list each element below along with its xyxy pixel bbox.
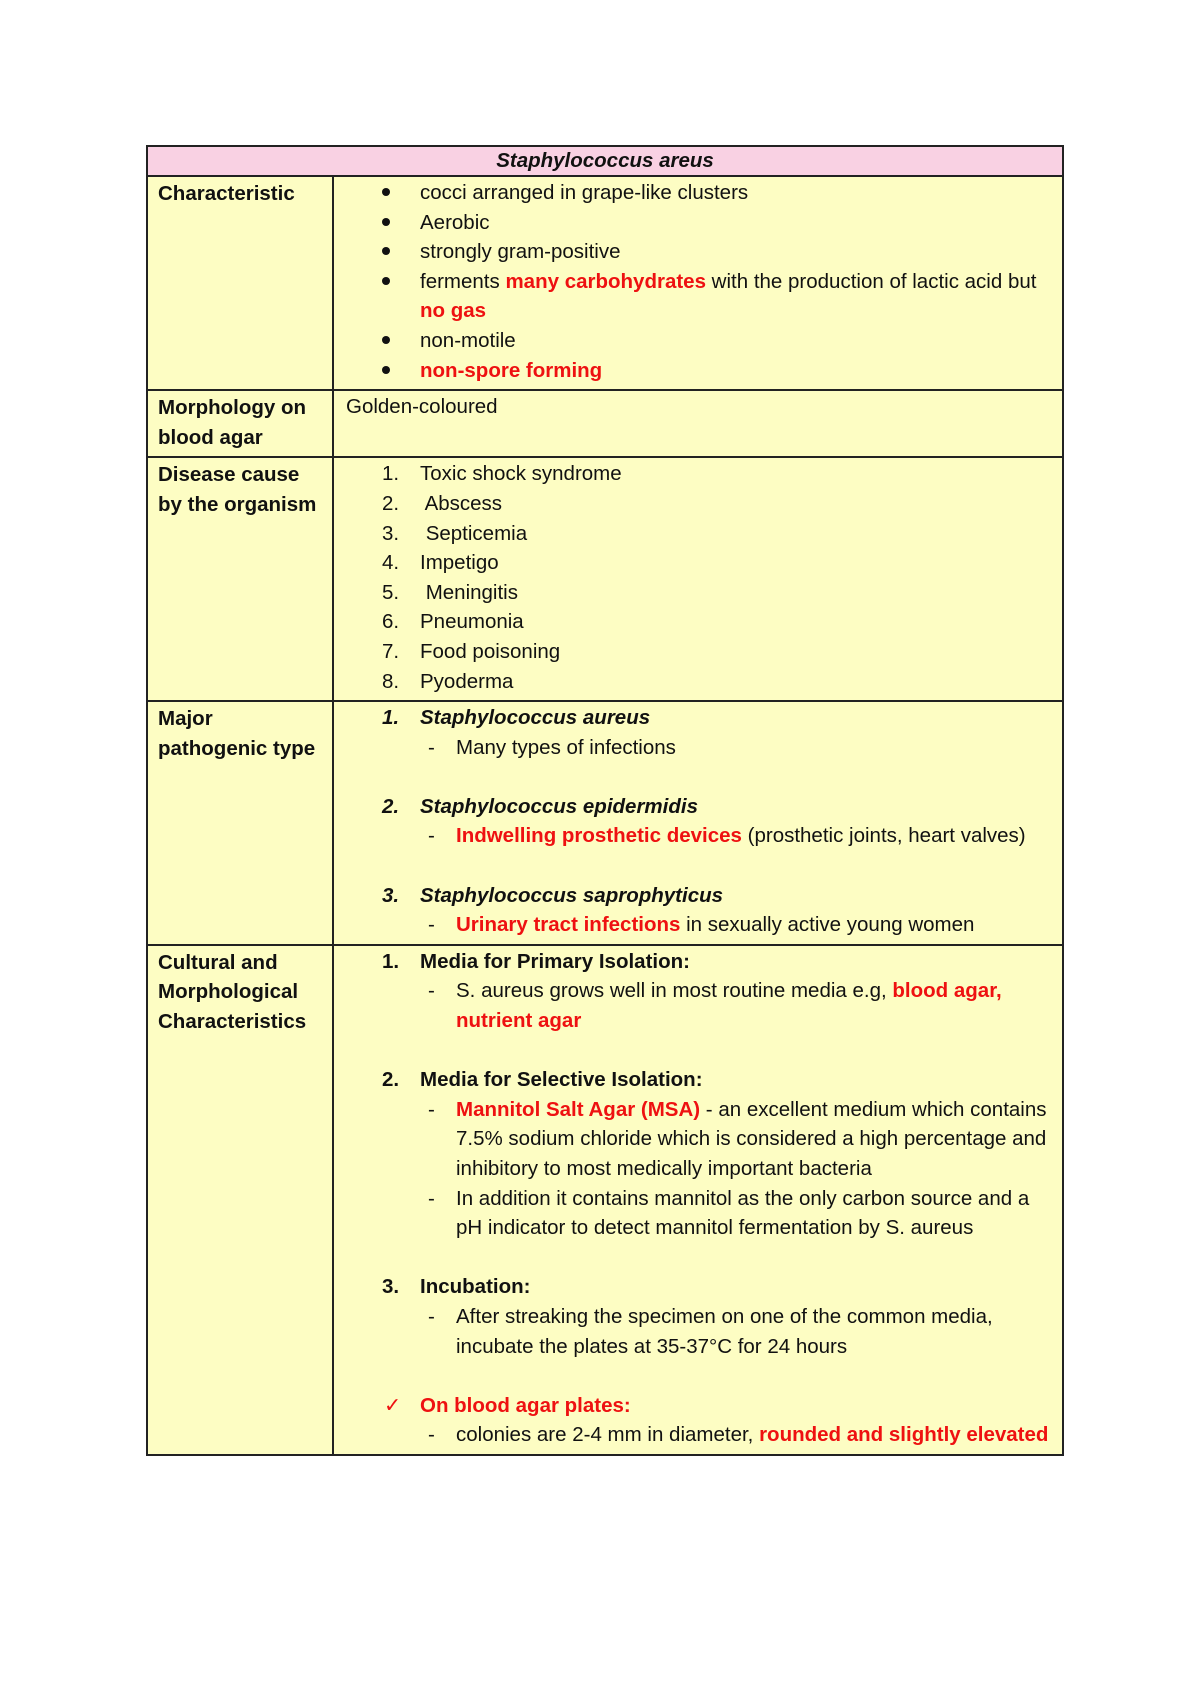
- characteristic-list: [333, 176, 1063, 390]
- list-item: [346, 178, 1054, 208]
- list-number: 3.: [382, 883, 400, 907]
- pathogenic-list: [333, 701, 1063, 945]
- bullet-icon: [346, 356, 420, 386]
- list-number: 2.: [382, 1068, 400, 1092]
- dash-marker: -: [428, 1423, 435, 1447]
- organism-name: Staphylococcus epidermidis: [420, 794, 698, 818]
- list-item-text: Meningitis: [420, 580, 518, 604]
- highlight-text: blood agar, nutrient agar: [456, 979, 1002, 1033]
- info-table: [146, 145, 1064, 1456]
- bullet-dot-icon: [382, 218, 390, 226]
- list-item-text: Impetigo: [420, 551, 499, 575]
- table-title: Staphylococcus areus: [147, 146, 1063, 176]
- list-item: [346, 637, 1054, 667]
- highlight-text: Mannitol Salt Agar (MSA): [456, 1097, 701, 1121]
- list-item-text: [420, 237, 1054, 267]
- list-number: 7.: [382, 639, 400, 663]
- sub-item-text: [456, 1184, 1054, 1243]
- sub-item: [346, 1420, 1054, 1450]
- text-segment: S. aureus grows well in most routine media e.g,: [456, 979, 893, 1003]
- bullet-dot-icon: [382, 336, 390, 344]
- bullet-icon: [346, 326, 420, 356]
- bullet-icon: [346, 208, 420, 238]
- bullet-icon: [346, 178, 420, 208]
- text-segment: with the production of lactic acid but: [705, 269, 1037, 293]
- dash-marker: -: [428, 979, 435, 1003]
- highlight-text: many carbohydrates: [505, 269, 706, 293]
- list-number: 5.: [382, 580, 400, 604]
- list-item: [346, 703, 1054, 733]
- list-number: 2.: [382, 491, 400, 515]
- list-item-text: Septicemia: [420, 521, 528, 545]
- list-number: 4.: [382, 551, 400, 575]
- section-heading-text: Incubation:: [420, 1275, 531, 1299]
- sub-item-text: [456, 733, 1054, 763]
- list-number: 1.: [382, 949, 400, 973]
- list-item: [346, 237, 1054, 267]
- sub-item-text: [456, 821, 1054, 851]
- dash-marker: -: [428, 913, 435, 937]
- spacer: [346, 851, 1054, 881]
- section-heading-text: Media for Selective Isolation:: [420, 1068, 703, 1092]
- text-segment: non-motile: [420, 328, 516, 352]
- list-number: 1.: [382, 462, 400, 486]
- highlight-text: non-spore forming: [420, 358, 603, 382]
- spacer: [346, 1036, 1054, 1066]
- row-label-pathogenic: Major pathogenic type: [147, 701, 333, 945]
- section-heading: [346, 1272, 1054, 1302]
- bullet-dot-icon: [382, 247, 390, 255]
- document-page: [146, 145, 1062, 1456]
- list-item: [346, 326, 1054, 356]
- list-item: [346, 792, 1054, 822]
- bullet-dot-icon: [382, 277, 390, 285]
- list-item-text: Abscess: [420, 491, 503, 515]
- text-segment: After streaking the specimen on one of the common media, incubate the plates at 35-37°C for 24 hours: [456, 1304, 993, 1358]
- text-segment: in sexually active young women: [680, 913, 975, 937]
- disease-list: [333, 457, 1063, 701]
- text-segment: Aerobic: [420, 210, 490, 234]
- spacer: [346, 762, 1054, 792]
- text-segment: colonies are 2-4 mm in diameter,: [456, 1423, 760, 1447]
- list-item-text: Pneumonia: [420, 610, 524, 634]
- list-item-text: Pyoderma: [420, 669, 514, 693]
- list-item-text: [420, 208, 1054, 238]
- list-item-text: [420, 326, 1054, 356]
- spacer: [346, 1361, 1054, 1391]
- list-item: [346, 489, 1054, 519]
- text-segment: - an excellent medium which contains 7.5% sodium chloride which is considered a high percentage and inhibitory to most medically important bacteria: [456, 1097, 1047, 1180]
- dash-marker: -: [428, 735, 435, 759]
- dash-marker: -: [428, 824, 435, 848]
- morphology-value: Golden-coloured: [333, 390, 1063, 457]
- list-item: [346, 578, 1054, 608]
- bullet-icon: [346, 237, 420, 267]
- check-heading: [346, 1391, 1054, 1421]
- list-item: [346, 267, 1054, 326]
- row-label-cultural: Cultural and Morphological Characteristics: [147, 945, 333, 1455]
- list-item-text: [420, 356, 1054, 386]
- list-item: [346, 356, 1054, 386]
- section-heading: [346, 947, 1054, 977]
- list-item-text: [420, 178, 1054, 208]
- bullet-dot-icon: [382, 188, 390, 196]
- dash-marker: -: [428, 1304, 435, 1328]
- list-item-text: Toxic shock syndrome: [420, 462, 622, 486]
- text-segment: In addition it contains mannitol as the only carbon source and a pH indicator to detect mannitol fermentation by S. aureus: [456, 1186, 1030, 1240]
- row-label-morphology: Morphology on blood agar: [147, 390, 333, 457]
- text-segment: ferments: [420, 269, 506, 293]
- list-number: 3.: [382, 1275, 400, 1299]
- list-item: [346, 881, 1054, 911]
- row-label-disease: Disease cause by the organism: [147, 457, 333, 701]
- list-item: [346, 548, 1054, 578]
- list-number: 3.: [382, 521, 400, 545]
- highlight-text: no gas: [420, 299, 487, 323]
- list-number: 8.: [382, 669, 400, 693]
- spacer: [346, 1243, 1054, 1273]
- sub-item-text: [456, 910, 1054, 940]
- check-heading-text: On blood agar plates:: [420, 1393, 631, 1417]
- text-segment: strongly gram-positive: [420, 240, 621, 264]
- organism-name: Staphylococcus aureus: [420, 706, 651, 730]
- list-item: [346, 459, 1054, 489]
- organism-name: Staphylococcus saprophyticus: [420, 883, 724, 907]
- sub-item: [346, 1095, 1054, 1184]
- list-item: [346, 667, 1054, 697]
- table-row-characteristic: [147, 176, 1063, 390]
- text-segment: cocci arranged in grape-like clusters: [420, 181, 749, 204]
- bullet-icon: [346, 267, 420, 326]
- dash-marker: -: [428, 1097, 435, 1121]
- dash-marker: -: [428, 1186, 435, 1210]
- table-row-pathogenic: [147, 701, 1063, 945]
- section-heading: [346, 1065, 1054, 1095]
- list-item-text: Food poisoning: [420, 639, 561, 663]
- list-item: [346, 519, 1054, 549]
- text-segment: (prosthetic joints, heart valves): [741, 824, 1026, 848]
- bullet-dot-icon: [382, 366, 390, 374]
- highlight-text: rounded and slightly elevated: [759, 1423, 1049, 1447]
- sub-item: [346, 976, 1054, 1035]
- section-heading-text: Media for Primary Isolation:: [420, 949, 690, 973]
- sub-item-text: [456, 976, 1054, 1035]
- highlight-text: Urinary tract infections: [456, 913, 681, 937]
- table-row-morphology: [147, 390, 1063, 457]
- sub-item: [346, 1184, 1054, 1243]
- list-item: [346, 607, 1054, 637]
- list-number: 1.: [382, 706, 400, 730]
- sub-item: [346, 733, 1054, 763]
- cultural-list: [333, 945, 1063, 1455]
- text-segment: Many types of infections: [456, 735, 676, 759]
- sub-item: [346, 1302, 1054, 1361]
- sub-item-text: [456, 1095, 1054, 1184]
- sub-item-text: [456, 1420, 1054, 1450]
- list-item-text: [420, 267, 1054, 326]
- list-number: 2.: [382, 794, 400, 818]
- list-item: [346, 208, 1054, 238]
- row-label-characteristic: Characteristic: [147, 176, 333, 390]
- sub-item: [346, 910, 1054, 940]
- table-row-disease: [147, 457, 1063, 701]
- checkmark-icon: ✓: [384, 1393, 402, 1417]
- highlight-text: Indwelling prosthetic devices: [456, 824, 742, 848]
- sub-item: [346, 821, 1054, 851]
- list-number: 6.: [382, 610, 400, 634]
- table-row-cultural: [147, 945, 1063, 1455]
- sub-item-text: [456, 1302, 1054, 1361]
